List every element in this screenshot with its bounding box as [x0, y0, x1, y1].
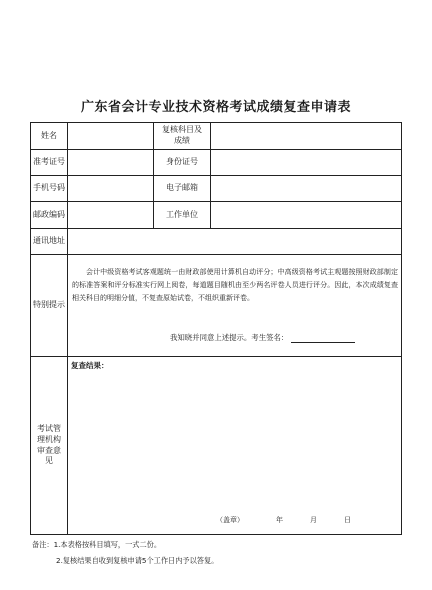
- address-field[interactable]: [68, 229, 401, 254]
- postcode-label: 邮政编码: [33, 209, 65, 219]
- subject-label-text: 复核科目及成绩: [162, 125, 202, 145]
- id-number-field[interactable]: [211, 150, 401, 175]
- exam-number-field[interactable]: [68, 150, 153, 175]
- acknowledgement: [170, 332, 355, 343]
- email-field[interactable]: [211, 176, 401, 201]
- review-opinion-label-text: 考试管理机构审查意见: [37, 423, 61, 466]
- notice-label: 特别提示: [33, 300, 65, 310]
- application-form-table: [30, 122, 402, 535]
- phone-field[interactable]: [68, 176, 153, 201]
- review-opinion-label: [31, 357, 67, 534]
- workplace-field[interactable]: [211, 202, 401, 228]
- form-title: 广东省会计专业技术资格考试成绩复查申请表: [80, 100, 351, 115]
- notice-text: 会计中级资格考试客观题统一由财政部使用计算机自动评分；中高级资格考试主观题按照财政部制定的标准答案和评分标准实行网上阅卷，每道题目随机由至少两名评卷人员进行评分。因此，本次成绩复查相关科目的明细分值，不复查原始试卷，不组织重新评卷。: [72, 268, 398, 302]
- phone-label: 手机号码: [33, 183, 65, 193]
- signature-line[interactable]: [291, 334, 355, 343]
- subject-label: [154, 123, 210, 149]
- date-year-label: 年: [276, 516, 283, 524]
- seal-label: （盖章）: [216, 516, 244, 524]
- exam-number-label: 准考证号: [33, 157, 65, 167]
- id-number-label: 身份证号: [166, 157, 198, 167]
- postcode-field[interactable]: [68, 202, 153, 228]
- date-day-label: 日: [344, 516, 351, 524]
- review-result-label: 复查结果：: [71, 361, 109, 370]
- acknowledgement-text: 我知晓并同意上述提示。考生签名：: [170, 333, 289, 342]
- address-label: 通讯地址: [33, 236, 65, 246]
- email-label: 电子邮箱: [166, 183, 198, 193]
- date-month-label: 月: [310, 516, 317, 524]
- name-label: 姓名: [41, 130, 57, 140]
- workplace-label: 工作单位: [166, 209, 198, 219]
- note-line-2: 2.复核结果自收到复核申请5个工作日内予以答复。: [56, 556, 219, 565]
- note-line-1: 备注：1.本表格按科目填写，一式二份。: [32, 540, 162, 549]
- name-field[interactable]: [68, 123, 153, 149]
- subject-field[interactable]: [211, 123, 401, 149]
